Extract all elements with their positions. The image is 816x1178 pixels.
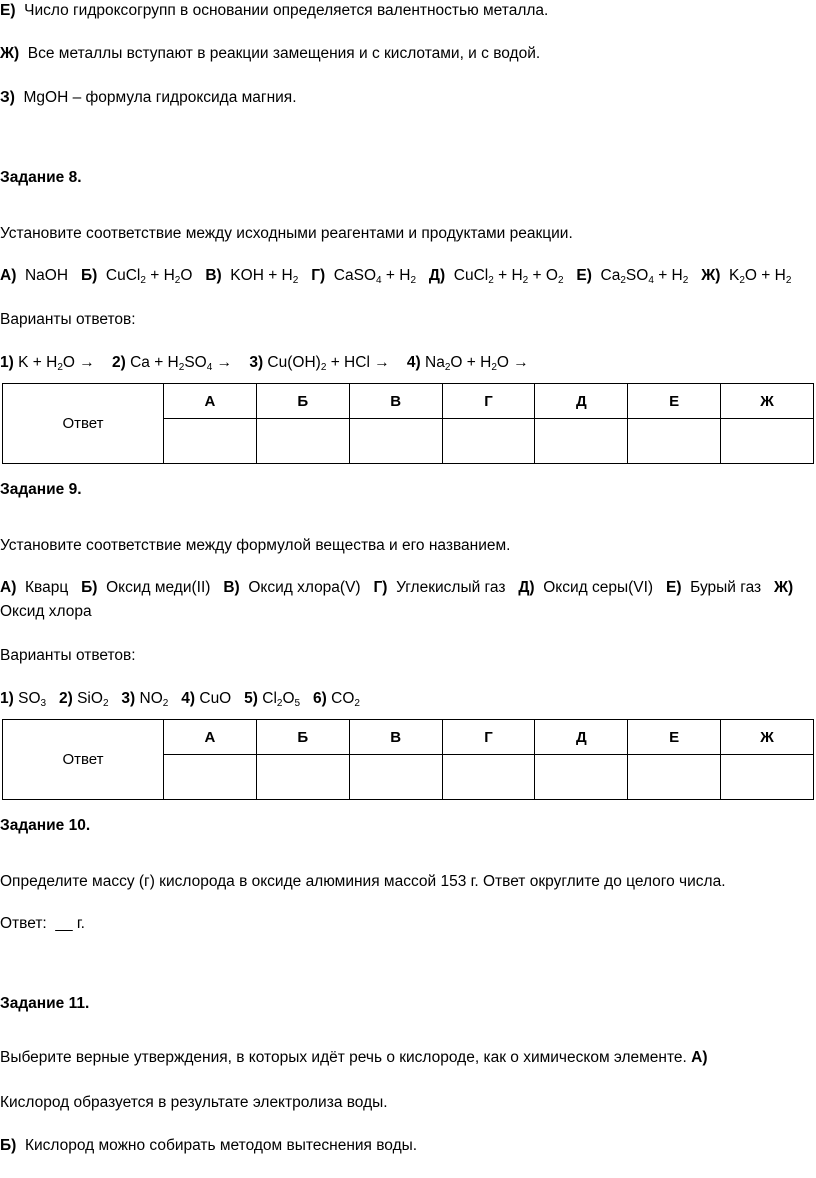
answer-cell[interactable]	[535, 755, 628, 800]
statement-z	[0, 88, 297, 108]
column-header: Е	[628, 384, 721, 419]
task8-title: Задание 8.	[0, 169, 82, 186]
task9-title: Задание 9.	[0, 481, 82, 498]
statement-e-letter: Е)	[0, 2, 16, 19]
answer-cell[interactable]	[442, 755, 535, 800]
answer-cell[interactable]	[256, 419, 349, 464]
task11-question: Выберите верные утверждения, в которых идёт речь о кислороде, как о химическом элементе. А)	[0, 1049, 708, 1066]
task9-item-wrap: Оксид хлора	[0, 603, 92, 620]
task8-options: 1) $K + H_2O$ → 2) $Ca + H_2SO_4$ → 3) $Cu(OH)_2$ + HCl → 4) $Na_2O + H_2O$ →	[0, 354, 529, 373]
column-header: Б	[256, 384, 349, 419]
task8-instruction: Установите соответствие между исходными реагентами и продуктами реакции.	[0, 225, 573, 242]
answer-cell[interactable]	[721, 755, 814, 800]
task8-reagents: А) NaOH Б) CuCl$_2$ + $H_2O$ В) KOH + $H_2$ Г) CaSO$_4$ + $H_2$ Д) CuCl$_2$ + $H_2 + O_2$ Е) $Ca_2SO_4 + H_2$ Ж) $K_2O + H_2$	[0, 267, 792, 286]
task9-answer-table	[2, 719, 814, 800]
answer-cell[interactable]	[721, 419, 814, 464]
column-header: А	[164, 720, 257, 755]
column-header: В	[349, 384, 442, 419]
task8-options-label: Варианты ответов:	[0, 311, 136, 328]
statement-zh-text: Все металлы вступают в реакции замещения и с кислотами, и с водой.	[27, 45, 541, 62]
answer-cell[interactable]	[349, 419, 442, 464]
task10-answer-line: Ответ: __ г.	[0, 915, 85, 932]
column-header: Ж	[721, 384, 814, 419]
answer-cell[interactable]	[535, 419, 628, 464]
column-header: В	[349, 720, 442, 755]
statement-e-text: Число гидроксогрупп в основании определяется валентностью металла.	[24, 2, 549, 19]
statement-z-letter: З)	[0, 89, 15, 106]
task10-question: Определите массу (г) кислорода в оксиде алюминия массой 153 г. Ответ округлите до целого числа.	[0, 873, 726, 890]
column-header: Е	[628, 720, 721, 755]
task11-a-text: Кислород образуется в результате электролиза воды.	[0, 1094, 388, 1111]
answer-cell[interactable]	[349, 755, 442, 800]
answer-cell[interactable]	[164, 419, 257, 464]
task8-answer-table	[2, 383, 814, 464]
answer-label: Ответ	[3, 720, 164, 800]
answer-blank[interactable]: __	[55, 915, 73, 932]
column-header: Г	[442, 384, 535, 419]
column-header: Ж	[721, 720, 814, 755]
column-header: Д	[535, 384, 628, 419]
column-header: Б	[256, 720, 349, 755]
task9-items: А) Кварц Б) Оксид меди(II) В) Оксид хлора(V) Г) Углекислый газ Д) Оксид серы(VI) Е) Бурый газ Ж)	[0, 579, 794, 596]
statement-zh-letter: Ж)	[0, 45, 20, 62]
statement-zh	[0, 44, 540, 64]
answer-cell[interactable]	[628, 419, 721, 464]
answer-cell[interactable]	[164, 755, 257, 800]
task11-b: Б) Кислород можно собирать методом вытеснения воды.	[0, 1137, 418, 1154]
task9-options-label: Варианты ответов:	[0, 647, 136, 664]
column-header: Д	[535, 720, 628, 755]
task9-instruction: Установите соответствие между формулой вещества и его названием.	[0, 537, 511, 554]
answer-cell[interactable]	[442, 419, 535, 464]
answer-cell[interactable]	[256, 755, 349, 800]
answer-label: Ответ	[3, 384, 164, 464]
task10-title: Задание 10.	[0, 817, 91, 834]
answer-cell[interactable]	[628, 755, 721, 800]
column-header: Г	[442, 720, 535, 755]
column-header: А	[164, 384, 257, 419]
statement-e	[0, 1, 548, 21]
task11-title: Задание 11.	[0, 995, 90, 1012]
statement-z-text: MgOH – формула гидроксида магния.	[23, 89, 297, 106]
task9-options: 1) $SO_3$ 2) SiO$_2$ 3) $NO_2$ 4) CuO 5) $Cl_2O_5$ 6) $CO_2$	[0, 690, 360, 709]
